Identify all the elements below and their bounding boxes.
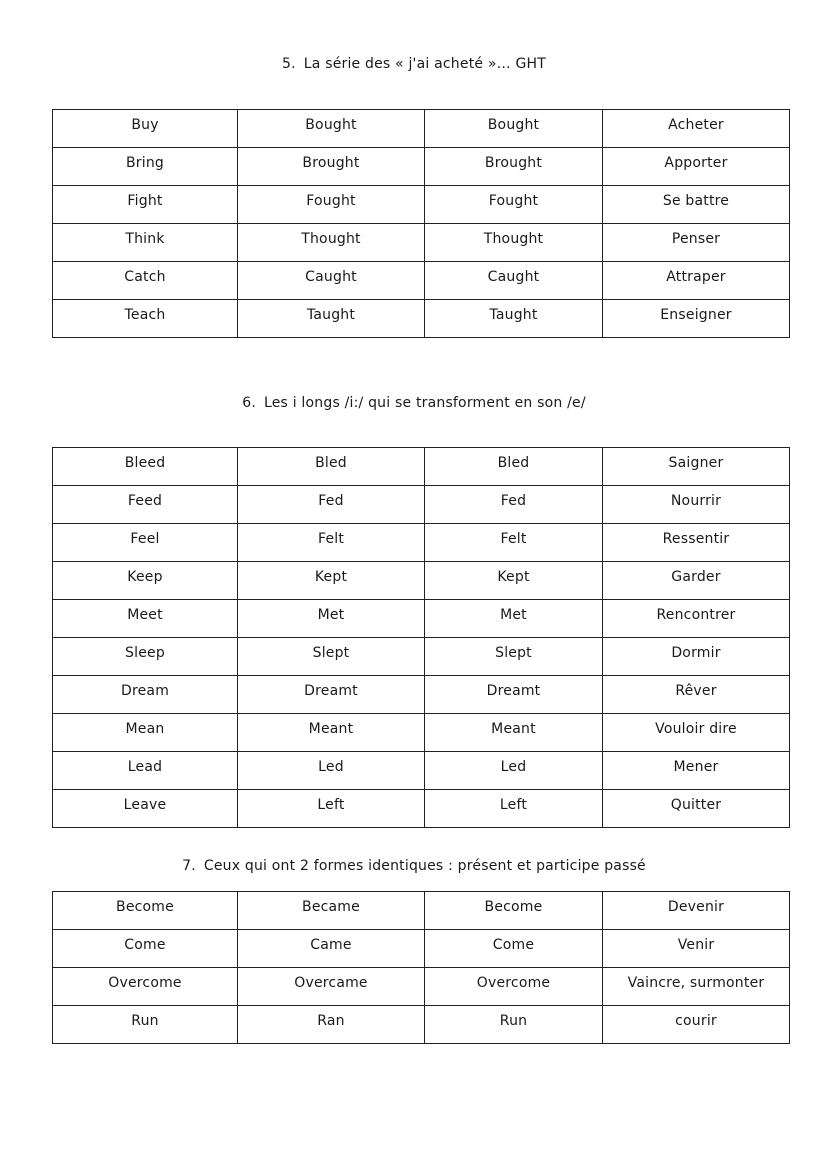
table-cell: Caught [238,262,425,300]
table-row [53,224,790,262]
table-cell: Bought [425,110,603,148]
table-cell: Felt [425,524,603,562]
table-cell: Meet [53,600,238,638]
table-cell: Dormir [603,638,790,676]
table-cell: Devenir [603,892,790,930]
table-cell: Bled [238,448,425,486]
table-cell: Sleep [53,638,238,676]
table-cell: Dreamt [425,676,603,714]
table-cell: Left [238,790,425,828]
table-cell: Buy [53,110,238,148]
table-cell: Kept [425,562,603,600]
table-cell: Came [238,930,425,968]
table-cell: Met [425,600,603,638]
table-row [53,562,790,600]
table-cell: Fed [425,486,603,524]
table-cell: Thought [238,224,425,262]
table-cell: Became [238,892,425,930]
section-7-number: 7. [182,858,196,874]
table-cell: Attraper [603,262,790,300]
table-row [53,524,790,562]
table-cell: Overcome [53,968,238,1006]
table-cell: Taught [425,300,603,338]
table-row [53,752,790,790]
table-cell: Apporter [603,148,790,186]
table-cell: Bled [425,448,603,486]
table-cell: Led [425,752,603,790]
table-cell: Teach [53,300,238,338]
table-row [53,486,790,524]
table-cell: Venir [603,930,790,968]
table-cell: Kept [238,562,425,600]
table-cell: Dream [53,676,238,714]
table-cell: Rêver [603,676,790,714]
table-cell: Brought [238,148,425,186]
table-cell: Fought [425,186,603,224]
table-cell: Met [238,600,425,638]
table-cell: Overcame [238,968,425,1006]
table-cell: Ran [238,1006,425,1044]
table-row [53,262,790,300]
table-cell: Acheter [603,110,790,148]
table-row [53,600,790,638]
section-5-number: 5. [282,56,296,72]
table-cell: Vaincre, surmonter [603,968,790,1006]
table-cell: Meant [425,714,603,752]
table-cell: Overcome [425,968,603,1006]
table-row [53,186,790,224]
table-cell: Bought [238,110,425,148]
table-cell: Think [53,224,238,262]
table-cell: Taught [238,300,425,338]
section-5-heading [0,55,828,73]
table-cell: Leave [53,790,238,828]
table-cell: Rencontrer [603,600,790,638]
table-cell: Become [425,892,603,930]
table-cell: Run [53,1006,238,1044]
table-cell: Felt [238,524,425,562]
table-cell: Se battre [603,186,790,224]
table-cell: Come [425,930,603,968]
table-row [53,110,790,148]
table-row [53,148,790,186]
section-6-table [52,447,790,828]
table-cell: Vouloir dire [603,714,790,752]
table-cell: Dreamt [238,676,425,714]
table-cell: Led [238,752,425,790]
table-cell: Bleed [53,448,238,486]
table-cell: Meant [238,714,425,752]
table-row [53,448,790,486]
table-cell: Become [53,892,238,930]
table-row [53,638,790,676]
section-5-title: La série des « j'ai acheté »… GHT [303,56,546,72]
table-cell: Enseigner [603,300,790,338]
table-cell: Lead [53,752,238,790]
section-7-heading [0,857,828,875]
table-cell: Bring [53,148,238,186]
table-cell: Fought [238,186,425,224]
table-cell: Left [425,790,603,828]
table-cell: Saigner [603,448,790,486]
table-cell: Quitter [603,790,790,828]
table-cell: Feed [53,486,238,524]
table-cell: Catch [53,262,238,300]
table-cell: Feel [53,524,238,562]
section-6-number: 6. [242,395,256,411]
table-cell: Nourrir [603,486,790,524]
table-row [53,968,790,1006]
section-7-table [52,891,790,1044]
table-row [53,892,790,930]
table-cell: Fight [53,186,238,224]
section-5-table [52,109,790,338]
table-row [53,1006,790,1044]
table-cell: Slept [238,638,425,676]
table-cell: Run [425,1006,603,1044]
table-row [53,676,790,714]
table-cell: Fed [238,486,425,524]
table-row [53,714,790,752]
table-cell: Mean [53,714,238,752]
table-cell: Ressentir [603,524,790,562]
section-7-title: Ceux qui ont 2 formes identiques : présent et participe passé [203,858,646,874]
section-6-heading [0,394,828,412]
table-cell: Thought [425,224,603,262]
table-row [53,790,790,828]
table-cell: Come [53,930,238,968]
table-cell: Caught [425,262,603,300]
table-cell: courir [603,1006,790,1044]
table-row [53,300,790,338]
table-cell: Brought [425,148,603,186]
table-cell: Mener [603,752,790,790]
table-cell: Garder [603,562,790,600]
table-cell: Slept [425,638,603,676]
section-6-title: Les i longs /i:/ qui se transforment en son /e/ [263,395,586,411]
table-row [53,930,790,968]
table-cell: Penser [603,224,790,262]
table-cell: Keep [53,562,238,600]
